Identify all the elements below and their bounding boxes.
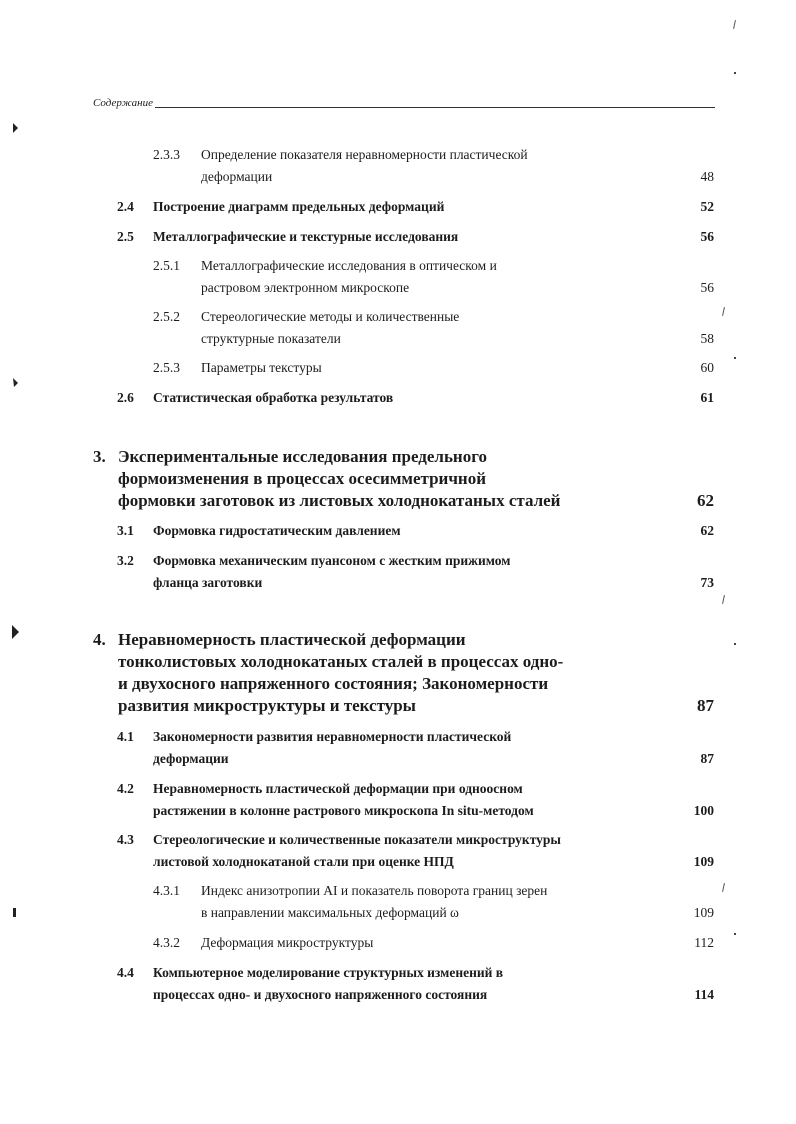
toc-entry-page: 62 [700, 523, 714, 538]
scan-artifact-mark [734, 933, 736, 935]
toc-entry-number: 2.6 [117, 390, 134, 405]
toc-entry-title: Формовка гидростатическим давлением [153, 523, 401, 538]
toc-entry-page: 109 [693, 905, 714, 920]
toc-entry-number: 2.5.3 [153, 360, 180, 375]
toc-entry-number: 4.3.1 [153, 883, 180, 898]
toc-entry-page: 87 [700, 751, 714, 766]
toc-entry-page: 73 [700, 575, 714, 590]
toc-entry-number: 3.2 [117, 553, 134, 568]
toc-entry-title: Стереологические и количественные показатели микроструктуры листовой холоднокатаной стали при оценке НПД [153, 832, 561, 869]
toc-entry-page: 58 [700, 331, 714, 346]
toc-entry-page: 112 [694, 935, 714, 950]
toc-entry-title: Неравномерность пластической деформации при одноосном растяжении в колонне растрового микроскопа In situ-методом [153, 781, 534, 818]
scan-artifact-mark [722, 883, 725, 892]
toc-entry-page: 56 [700, 280, 714, 295]
toc-entry-page: 60 [700, 360, 714, 375]
toc-entry-number: 2.3.3 [153, 147, 180, 162]
toc-entry-title: Закономерности развития неравномерности пластической деформации [153, 729, 512, 766]
toc-entry-title: Металлографические и текстурные исследования [153, 229, 459, 244]
toc-entry-page: 100 [693, 803, 714, 818]
scan-artifact-mark [12, 122, 20, 134]
toc-entry-number: 3.1 [117, 523, 134, 538]
header-rule [93, 107, 715, 108]
scan-artifact-mark [12, 907, 18, 919]
toc-entry-number: 4.2 [117, 781, 134, 796]
toc-entry-page: 48 [700, 169, 714, 184]
scan-artifact-mark [734, 72, 736, 74]
toc-entry-title: Металлографические исследования в оптическом и растровом электронном микроскопе [201, 258, 497, 295]
toc-entry-title: Параметры текстуры [201, 360, 322, 375]
scan-artifact-mark [722, 307, 725, 316]
toc-entry-page: 56 [700, 229, 714, 244]
toc-entry-number: 2.5 [117, 229, 134, 244]
toc-entry-page: 52 [700, 199, 714, 214]
toc-entry-number: 4.4 [117, 965, 134, 980]
scan-artifact-mark [734, 643, 736, 645]
toc-entry-page: 114 [694, 987, 714, 1002]
header-title: Содержание [93, 97, 154, 109]
toc-entry-title: Неравномерность пластической деформации тонколистовых холоднокатаных сталей в процессах одно- и двухосного напряженного состояния; Закономерности развития микроструктуры и текстуры [118, 630, 564, 715]
toc-entry-title: Экспериментальные исследования предельного формоизменения в процессах осесимметричной формовки заготовок из листовых холоднокатаных сталей [118, 447, 561, 510]
toc-entry-title: Определение показателя неравномерности пластической деформации [201, 147, 528, 184]
toc-entry-page: 109 [693, 854, 714, 869]
scan-artifact-mark [722, 595, 725, 604]
toc-entry-page: 62 [697, 491, 714, 510]
scan-artifact-mark [734, 357, 736, 359]
toc-entry-number: 4.1 [117, 729, 134, 744]
toc-entry-title: Индекс анизотропии AI и показатель поворота границ зерен в направлении максимальных деформаций ω [201, 883, 548, 920]
scan-artifact-mark [12, 377, 20, 389]
toc-entry-title: Стереологические методы и количественные структурные показатели [201, 309, 460, 346]
toc-entry-title: Формовка механическим пуансоном с жестким прижимом фланца заготовки [153, 553, 511, 590]
toc-entry-number: 2.5.2 [153, 309, 180, 324]
scan-artifact-mark [11, 624, 21, 642]
toc-entry-title: Деформация микроструктуры [201, 935, 374, 950]
toc-entry-number: 3. [93, 447, 106, 466]
toc-entry-title: Компьютерное моделирование структурных изменений в процессах одно- и двухосного напряженного состояния [153, 965, 504, 1002]
toc-entry-number: 4.3.2 [153, 935, 180, 950]
toc-entry-title: Построение диаграмм предельных деформаций [153, 199, 445, 214]
toc-entry-page: 87 [697, 696, 714, 715]
running-header [93, 96, 715, 110]
toc-entry-number: 4.3 [117, 832, 134, 847]
toc-entry-number: 4. [93, 630, 106, 649]
toc-entry-page: 61 [700, 390, 714, 405]
toc-entry-number: 2.5.1 [153, 258, 180, 273]
scan-artifact-mark [733, 20, 736, 29]
toc-entry-number: 2.4 [117, 199, 134, 214]
toc-entry-title: Статистическая обработка результатов [153, 390, 394, 405]
